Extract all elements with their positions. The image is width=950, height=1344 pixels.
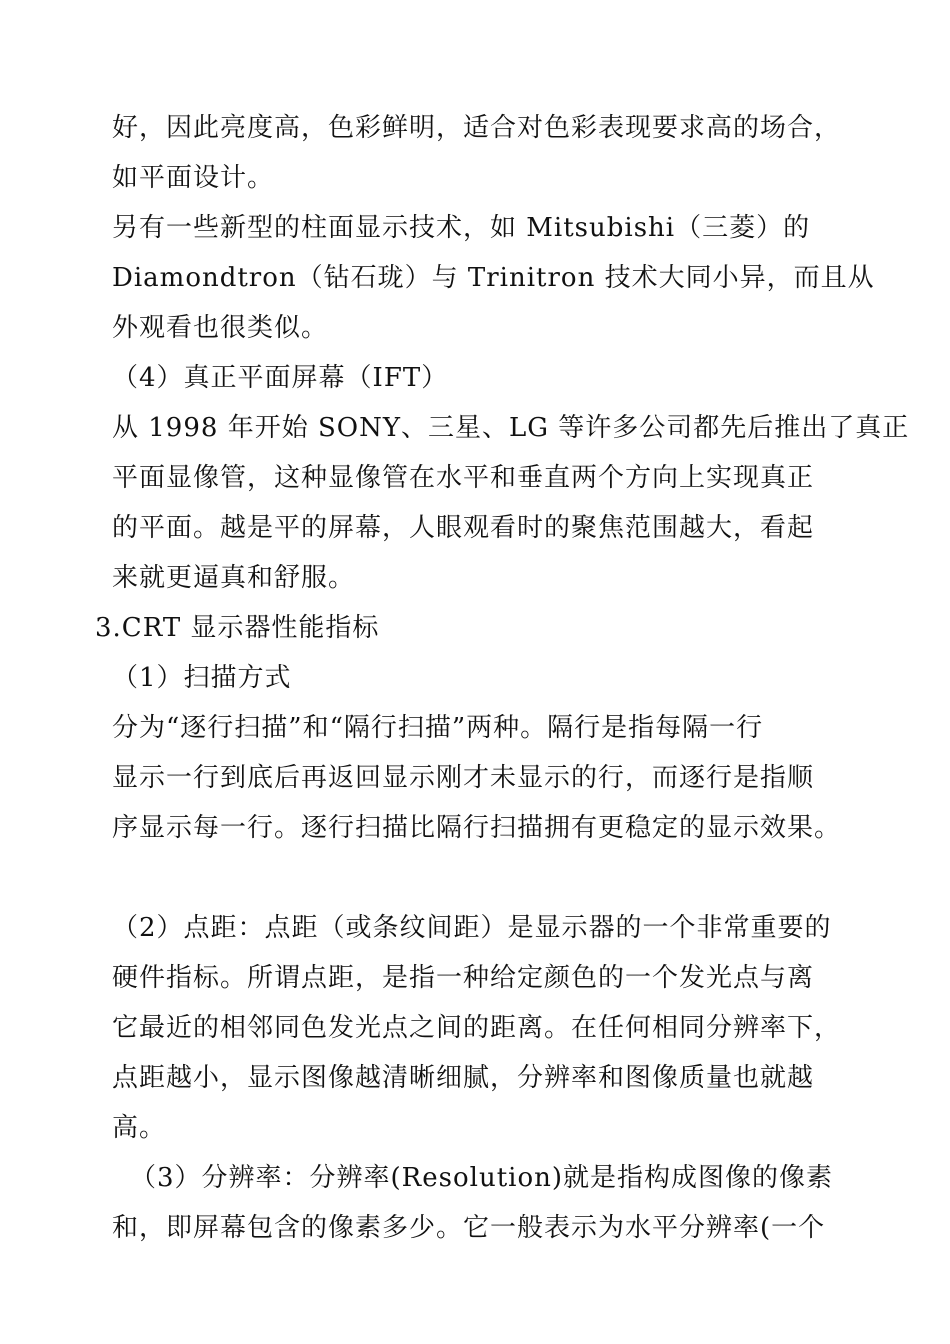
text-line: 序显示每一行。逐行扫描比隔行扫描拥有更稳定的显示效果。: [112, 813, 842, 843]
section-heading: 3.CRT 显示器性能指标: [95, 613, 380, 643]
text-line: （2）点距：点距（或条纹间距）是显示器的一个非常重要的: [112, 913, 832, 943]
text-line: 如平面设计。: [112, 163, 275, 193]
text-line: 分为“逐行扫描”和“隔行扫描”两种。隔行是指每隔一行: [112, 713, 764, 743]
text-line: Diamondtron（钻石珑）与 Trinitron 技术大同小异，而且从: [112, 263, 875, 293]
text-line: 来就更逼真和舒服。: [112, 563, 356, 593]
text-line: 它最近的相邻同色发光点之间的距离。在任何相同分辨率下，: [112, 1013, 842, 1043]
text-line: 另有一些新型的柱面显示技术，如 Mitsubishi（三菱）的: [112, 213, 811, 243]
text-line: 外观看也很类似。: [112, 313, 329, 343]
text-line: 从 1998 年开始 SONY、三星、LG 等许多公司都先后推出了真正: [112, 413, 910, 443]
text-line: 显示一行到底后再返回显示刚才未显示的行，而逐行是指顺: [112, 763, 815, 793]
section-heading: （1）扫描方式: [112, 663, 292, 693]
text-line: 好，因此亮度高，色彩鲜明，适合对色彩表现要求高的场合，: [112, 113, 842, 143]
text-line: 硬件指标。所谓点距，是指一种给定颜色的一个发光点与离: [112, 963, 815, 993]
text-line: 高。: [112, 1113, 167, 1143]
section-heading: （4）真正平面屏幕（IFT）: [112, 363, 449, 393]
text-line: 点距越小，显示图像越清晰细腻，分辨率和图像质量也就越: [112, 1063, 815, 1093]
text-line: 的平面。越是平的屏幕，人眼观看时的聚焦范围越大，看起: [112, 513, 815, 543]
text-line: 平面显像管，这种显像管在水平和垂直两个方向上实现真正: [112, 463, 815, 493]
text-line: （3）分辨率：分辨率(Resolution)就是指构成图像的像素: [130, 1163, 834, 1193]
text-line: 和，即屏幕包含的像素多少。它一般表示为水平分辨率(一个: [112, 1213, 826, 1243]
